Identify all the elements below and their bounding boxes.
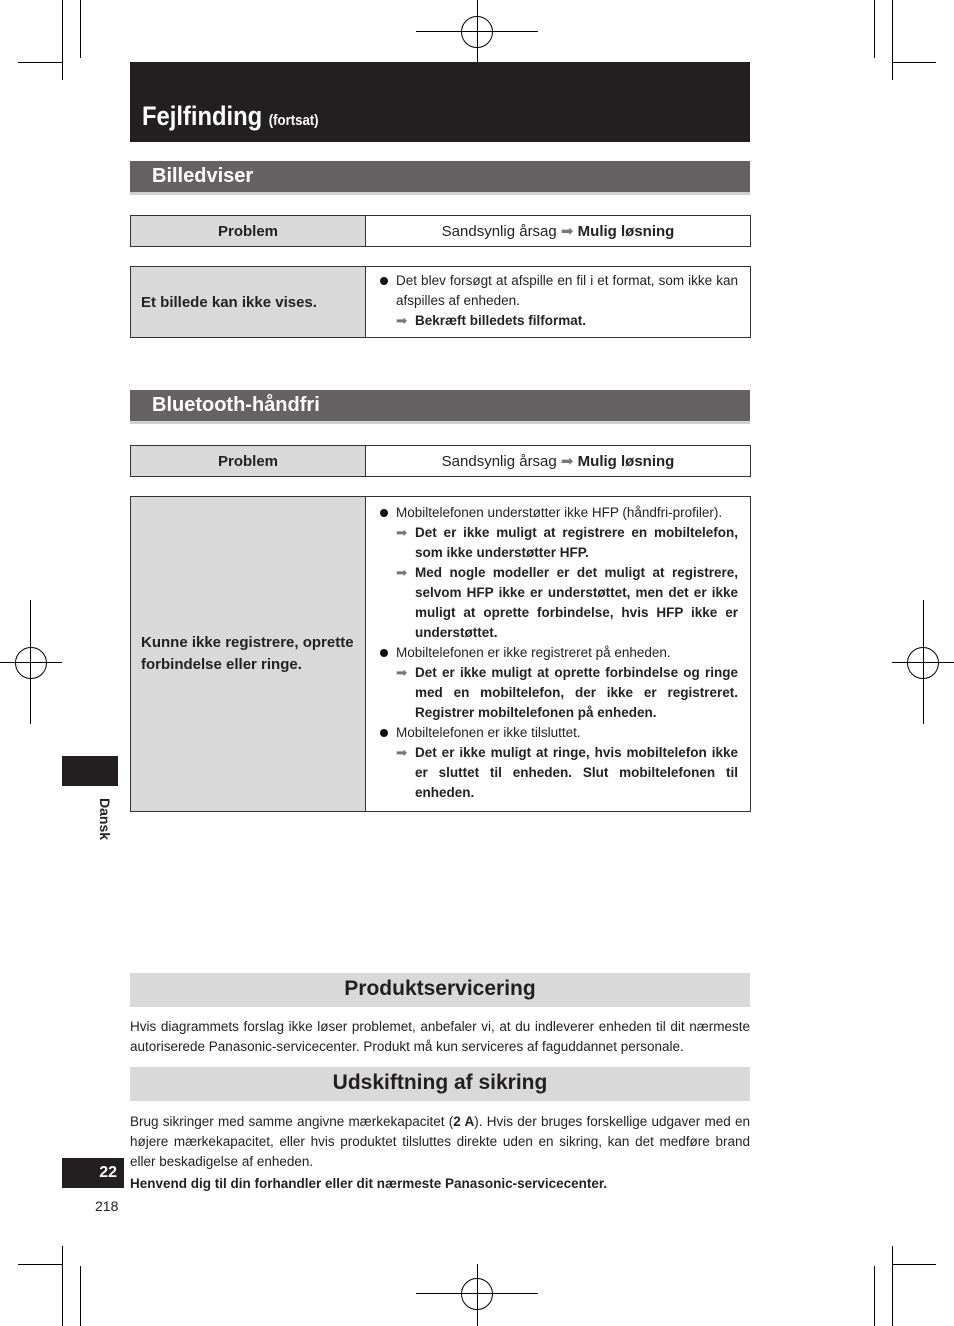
section-heading-viewer: Billedviser bbox=[130, 161, 750, 195]
fuse-note: Henvend dig til din forhandler eller dit nærmeste Panasonic-servicecenter. bbox=[130, 1176, 608, 1191]
crop-mark bbox=[874, 1266, 875, 1326]
crop-mark bbox=[30, 600, 31, 724]
header-cause: Sandsynlig årsag bbox=[441, 453, 557, 470]
bluetooth-problem-table bbox=[130, 496, 751, 812]
language-tab-marker bbox=[62, 756, 118, 786]
page-number: 22 bbox=[62, 1158, 124, 1188]
crop-mark bbox=[80, 1266, 81, 1326]
section-heading-fuse: Udskiftning af sikring bbox=[130, 1067, 750, 1101]
crop-mark bbox=[892, 0, 893, 80]
solution-item: ➡ Det er ikke muligt at oprette forbindelse og ringe med en mobiltelefon, der ikke er registreret. Registrer mobiltelefonen på enheden. bbox=[396, 665, 738, 720]
cause-item: Mobiltelefonen er ikke registreret på enheden. bbox=[378, 643, 738, 663]
crop-mark bbox=[80, 0, 81, 58]
solution-item: ➡ Det er ikke muligt at registrere en mobiltelefon, som ikke understøtter HFP. bbox=[396, 525, 738, 560]
arrow-right-icon: ➡ bbox=[396, 313, 408, 328]
fuse-rating: 2 A bbox=[453, 1114, 475, 1129]
crop-mark bbox=[477, 0, 478, 62]
service-text: Hvis diagrammets forslag ikke løser problemet, anbefaler vi, at du indleverer enheden til dit nærmeste autoriserede Panasonic-servicecenter. Produkt må kun serviceres af faguddannet personale. bbox=[130, 1019, 750, 1054]
viewer-problem-table bbox=[130, 266, 751, 338]
header-problem: Problem bbox=[131, 446, 366, 477]
solution-cell bbox=[366, 267, 751, 338]
arrow-right-icon: ➡ bbox=[560, 223, 574, 240]
crop-mark bbox=[892, 1246, 893, 1326]
header-cause-solution bbox=[366, 216, 751, 247]
cause-item: Det blev forsøgt at afspille en fil i et format, som ikke kan afspilles af enheden. bbox=[378, 271, 738, 311]
cause-item: Mobiltelefonen understøtter ikke HFP (håndfri-profiler). bbox=[378, 503, 738, 523]
crop-mark bbox=[62, 1246, 63, 1326]
solution-item: ➡ Det er ikke muligt at ringe, hvis mobiltelefon ikke er sluttet til enheden. Slut mobiltelefonen til enheden. bbox=[396, 745, 738, 800]
crop-mark bbox=[0, 662, 62, 663]
page-title-sub: (fortsat) bbox=[268, 112, 319, 129]
solution-item: ➡ Med nogle modeller er det muligt at registrere, selvom HFP ikke er understøttet, men det er ikke muligt at oprette forbindelse, hvis HFP ikke er understøttet. bbox=[396, 565, 738, 640]
section-heading-service: Produktservicering bbox=[130, 973, 750, 1007]
problem-cell: Et billede kan ikke vises. bbox=[131, 267, 366, 338]
viewer-header-table bbox=[130, 215, 751, 247]
crop-mark bbox=[18, 1264, 62, 1265]
problem-cell: Kunne ikke registrere, oprette forbindelse eller ringe. bbox=[131, 497, 366, 812]
page-number-small: 218 bbox=[95, 1198, 119, 1214]
arrow-right-icon: ➡ bbox=[396, 665, 408, 680]
header-problem: Problem bbox=[131, 216, 366, 247]
bluetooth-header-table bbox=[130, 445, 751, 477]
solution-cell bbox=[366, 497, 751, 812]
page-title: Fejlfinding (fortsat) bbox=[142, 101, 319, 131]
header-solution: Mulig løsning bbox=[577, 223, 675, 240]
header-cause-solution bbox=[366, 446, 751, 477]
section-heading-bluetooth: Bluetooth-håndfri bbox=[130, 390, 750, 424]
language-label: Dansk bbox=[97, 798, 113, 841]
fuse-text: Brug sikringer med samme angivne mærkekapacitet (2 A). Hvis der bruges forskellige udgaver med en højere mærkekapacitet, eller hvis produktet tilsluttes direkte uden en sikring, kan det medføre brand eller beskadigelse af enheden. bbox=[130, 1114, 751, 1169]
header-solution: Mulig løsning bbox=[577, 453, 675, 470]
crop-mark bbox=[874, 0, 875, 58]
arrow-right-icon: ➡ bbox=[560, 453, 574, 470]
page-title-bar bbox=[130, 62, 750, 142]
crop-mark bbox=[477, 1264, 478, 1326]
arrow-right-icon: ➡ bbox=[396, 745, 408, 760]
arrow-right-icon: ➡ bbox=[396, 525, 408, 540]
arrow-right-icon: ➡ bbox=[396, 565, 408, 580]
crop-mark bbox=[18, 62, 62, 63]
crop-mark bbox=[892, 62, 936, 63]
crop-mark bbox=[892, 1264, 936, 1265]
crop-mark bbox=[62, 0, 63, 80]
cause-item: Mobiltelefonen er ikke tilsluttet. bbox=[378, 723, 738, 743]
registration-target-icon bbox=[15, 647, 47, 679]
header-cause: Sandsynlig årsag bbox=[441, 223, 557, 240]
solution-item: ➡ Bekræft billedets filformat. bbox=[378, 311, 738, 331]
crop-mark bbox=[923, 600, 924, 724]
